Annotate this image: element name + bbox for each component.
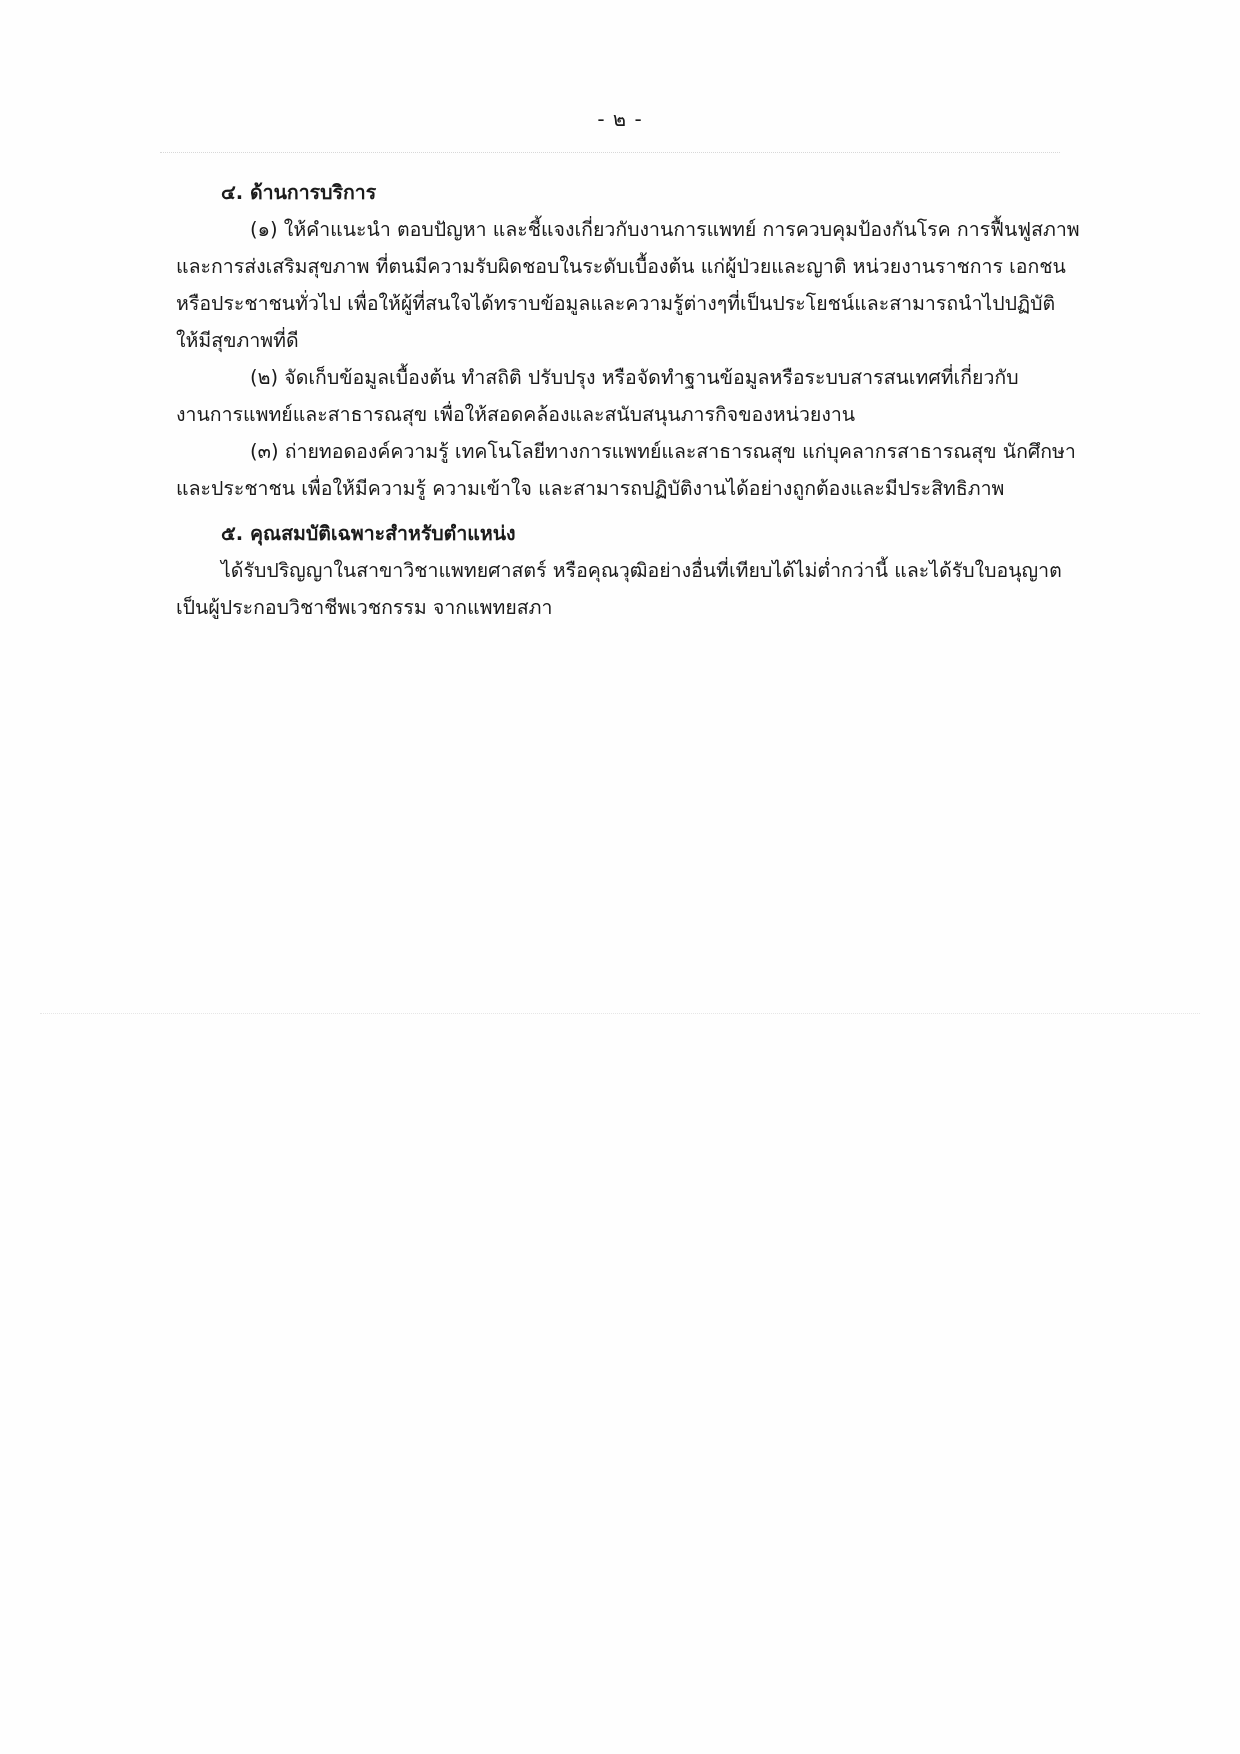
paragraph-line: และการส่งเสริมสุขภาพ ที่ตนมีความรับผิดชอบในระดับเบื้องต้น แก่ผู้ป่วยและญาติ หน่วยงานราชการ เอกชน [176, 255, 1066, 278]
paragraph-line: (๓) ถ่ายทอดองค์ความรู้ เทคโนโลยีทางการแพทย์และสาธารณสุข แก่บุคลากรสาธารณสุข นักศึกษา [250, 440, 1076, 463]
paragraph-line: (๑) ให้คำแนะนำ ตอบปัญหา และชี้แจงเกี่ยวกับงานการแพทย์ การควบคุมป้องกันโรค การฟื้นฟูสภาพ [250, 218, 1080, 241]
section-service [176, 174, 1136, 507]
paragraph-line: ให้มีสุขภาพที่ดี [176, 329, 299, 352]
section-gap [176, 507, 1136, 515]
paragraph-line: หรือประชาชนทั่วไป เพื่อให้ผู้ที่สนใจได้ทราบข้อมูลและความรู้ต่างๆที่เป็นประโยชน์และสามารถนำไปปฏิบัติ [176, 292, 1056, 315]
paragraph-line: งานการแพทย์และสาธารณสุข เพื่อให้สอดคล้องและสนับสนุนภารกิจของหน่วยงาน [176, 403, 856, 426]
document-body [176, 174, 1136, 626]
paragraph-line: (๒) จัดเก็บข้อมูลเบื้องต้น ทำสถิติ ปรับปรุง หรือจัดทำฐานข้อมูลหรือระบบสารสนเทศที่เกี่ยวกับ [250, 366, 1019, 389]
paragraph-item-1 [176, 211, 1136, 359]
paragraph-item-3 [176, 433, 1136, 507]
paragraph-line: เป็นผู้ประกอบวิชาชีพเวชกรรม จากแพทยสภา [176, 596, 553, 619]
scan-artifact-line [160, 152, 1060, 153]
section-heading: ๕. คุณสมบัติเฉพาะสำหรับตำแหน่ง [221, 522, 516, 545]
paragraph-line: ได้รับปริญญาในสาขาวิชาแพทยศาสตร์ หรือคุณวุฒิอย่างอื่นที่เทียบได้ไม่ต่ำกว่านี้ และได้รับใบอนุญาต [221, 559, 1062, 582]
section-qualifications [176, 515, 1136, 626]
page-number: - ๒ - [597, 107, 643, 131]
scan-artifact-line [40, 1013, 1200, 1014]
section-heading: ๔. ด้านการบริการ [221, 181, 377, 204]
paragraph-line: และประชาชน เพื่อให้มีความรู้ ความเข้าใจ และสามารถปฏิบัติงานได้อย่างถูกต้องและมีประสิทธิภาพ [176, 477, 1005, 500]
paragraph-qualification [176, 552, 1136, 626]
paragraph-item-2 [176, 359, 1136, 433]
